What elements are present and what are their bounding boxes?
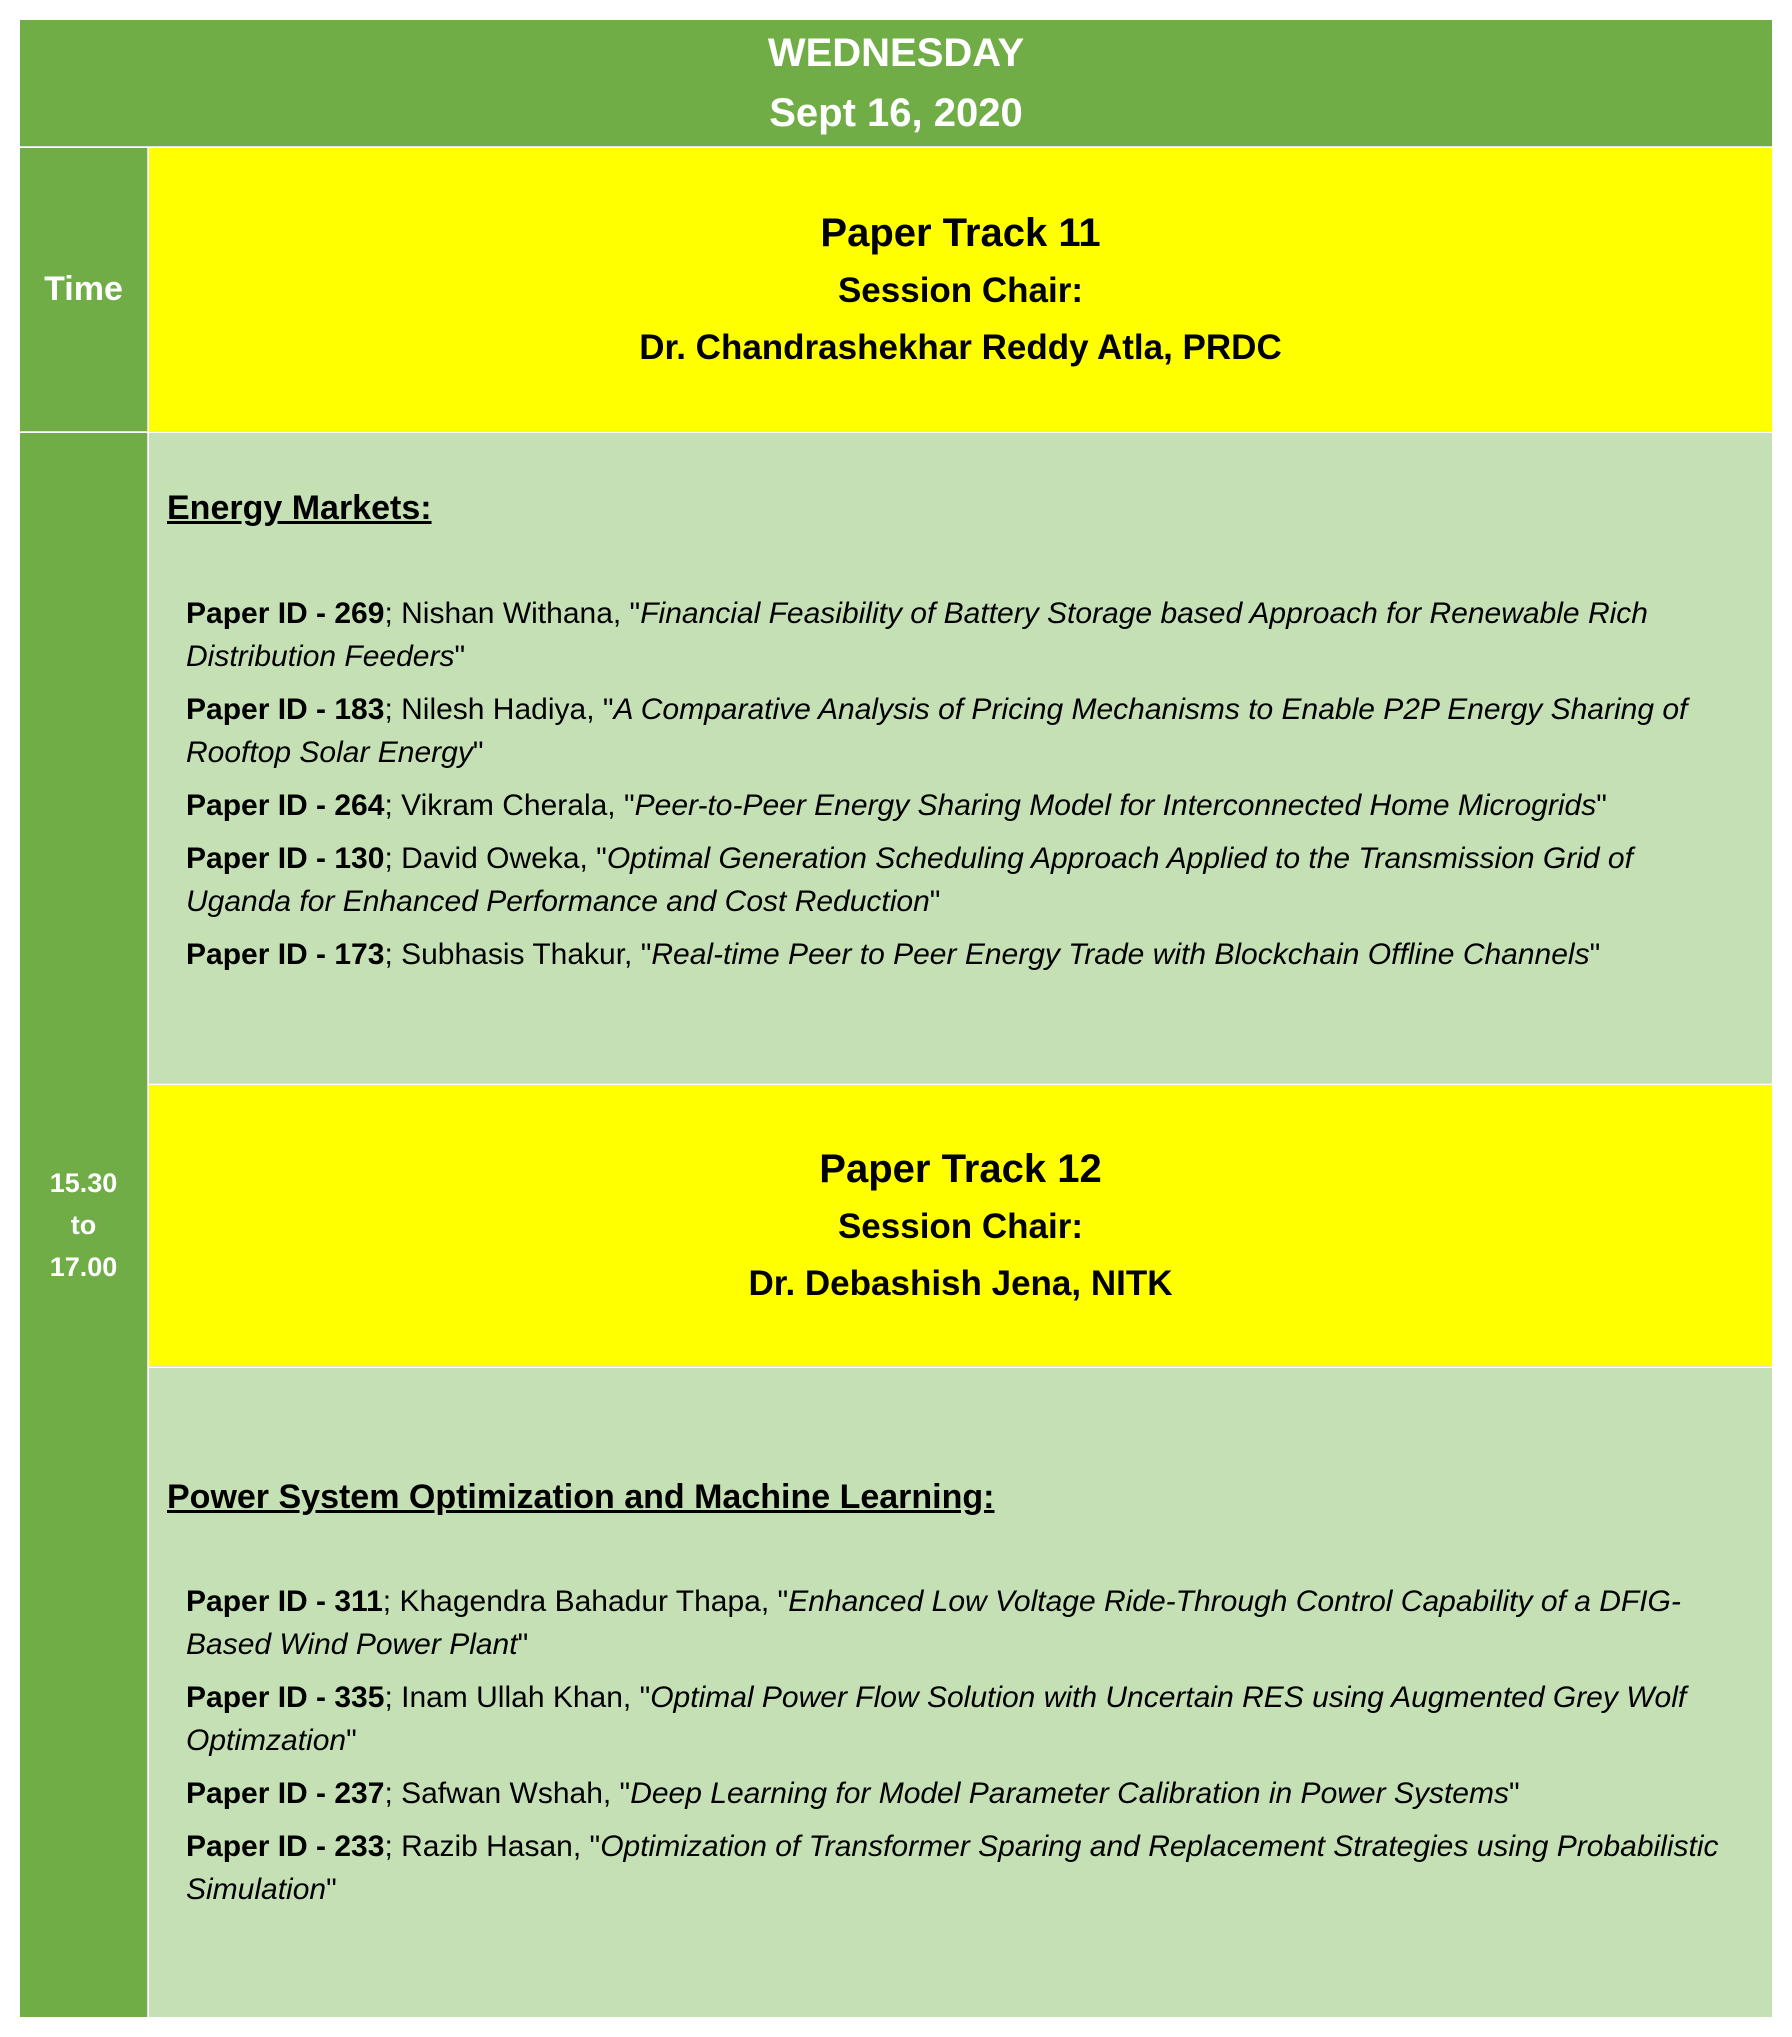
paper-author: ; Razib Hasan, " [384, 1830, 601, 1863]
paper-id: Paper ID - 264 [186, 789, 385, 822]
paper-item [186, 933, 1746, 976]
paper-list [186, 592, 1746, 986]
track-11-session [149, 433, 1772, 1084]
session-chair-name: Dr. Debashish Jena, NITK [748, 1263, 1173, 1303]
paper-author: ; Vikram Cherala, " [384, 789, 635, 822]
time-separator: to [70, 1210, 97, 1240]
paper-author: ; Subhasis Thakur, " [384, 938, 652, 971]
paper-id: Paper ID - 311 [186, 1585, 383, 1618]
time-slot-cell [20, 433, 148, 2017]
paper-quote: " [472, 736, 484, 769]
paper-title: Deep Learning for Model Parameter Calibration in Power Systems [630, 1777, 1509, 1810]
paper-quote: " [929, 885, 941, 918]
paper-list [186, 1580, 1746, 1921]
paper-title: Real-time Peer to Peer Energy Trade with Blockchain Offline Channels [651, 938, 1590, 971]
track-title: Paper Track 12 [819, 1146, 1102, 1191]
paper-quote: " [326, 1873, 337, 1906]
session-title: Energy Markets: [167, 489, 432, 527]
time-start: 15.30 [49, 1168, 118, 1198]
time-column-header: Time [20, 148, 148, 432]
paper-id: Paper ID - 269 [186, 597, 385, 630]
paper-id: Paper ID - 233 [186, 1830, 385, 1863]
paper-title: Financial Feasibility of Battery Storage based Approach for Renewable Rich Distribution Feeders [186, 597, 1648, 673]
paper-quote: " [517, 1628, 529, 1661]
paper-item [186, 837, 1746, 923]
paper-item [186, 1825, 1746, 1911]
paper-author: ; Nishan Withana, " [384, 597, 641, 630]
paper-title: Optimal Power Flow Solution with Uncertain RES using Augmented Grey Wolf Optimzation [186, 1681, 1687, 1757]
session-chair-label: Session Chair: [837, 270, 1084, 310]
paper-author: ; Inam Ullah Khan, " [384, 1681, 651, 1714]
paper-author: ; Khagendra Bahadur Thapa, " [382, 1585, 789, 1618]
paper-item [186, 592, 1746, 678]
paper-id: Paper ID - 173 [186, 938, 385, 971]
date-label: Sept 16, 2020 [769, 91, 1023, 135]
paper-quote: " [1508, 1777, 1520, 1810]
session-chair-name: Dr. Chandrashekhar Reddy Atla, PRDC [639, 327, 1282, 367]
paper-title: Enhanced Low Voltage Ride-Through Control Capability of a DFIG-Based Wind Power Plant [186, 1585, 1681, 1661]
paper-id: Paper ID - 237 [186, 1777, 385, 1810]
paper-item [186, 1772, 1746, 1815]
paper-author: ; Nilesh Hadiya, " [384, 693, 614, 726]
paper-item [186, 688, 1746, 774]
paper-id: Paper ID - 183 [186, 693, 385, 726]
track-11-header [149, 148, 1772, 432]
paper-title: A Comparative Analysis of Pricing Mechanisms to Enable P2P Energy Sharing of Rooftop Solar Energy [186, 693, 1688, 769]
paper-title: Optimal Generation Scheduling Approach Applied to the Transmission Grid of Uganda for Enhanced Performance and Cost Reduction [186, 842, 1633, 918]
paper-item [186, 1676, 1746, 1762]
paper-item [186, 1580, 1746, 1666]
track-12-session [149, 1368, 1772, 2017]
session-title: Power System Optimization and Machine Learning: [167, 1478, 995, 1516]
day-label: WEDNESDAY [767, 31, 1025, 75]
paper-quote: " [346, 1724, 357, 1757]
schedule-header [20, 20, 1772, 147]
time-end: 17.00 [49, 1252, 118, 1282]
paper-title: Optimization of Transformer Sparing and Replacement Strategies using Probabilistic Simulation [186, 1830, 1719, 1906]
track-title: Paper Track 11 [820, 210, 1101, 255]
paper-id: Paper ID - 335 [186, 1681, 385, 1714]
paper-title: Peer-to-Peer Energy Sharing Model for Interconnected Home Microgrids [634, 789, 1597, 822]
paper-quote: " [1596, 789, 1607, 822]
paper-item [186, 784, 1746, 827]
paper-author: ; David Oweka, " [384, 842, 607, 875]
track-12-header [149, 1085, 1772, 1367]
paper-id: Paper ID - 130 [186, 842, 385, 875]
session-chair-label: Session Chair: [837, 1206, 1084, 1246]
paper-quote: " [1589, 938, 1601, 971]
paper-author: ; Safwan Wshah, " [384, 1777, 631, 1810]
paper-quote: " [454, 640, 466, 673]
